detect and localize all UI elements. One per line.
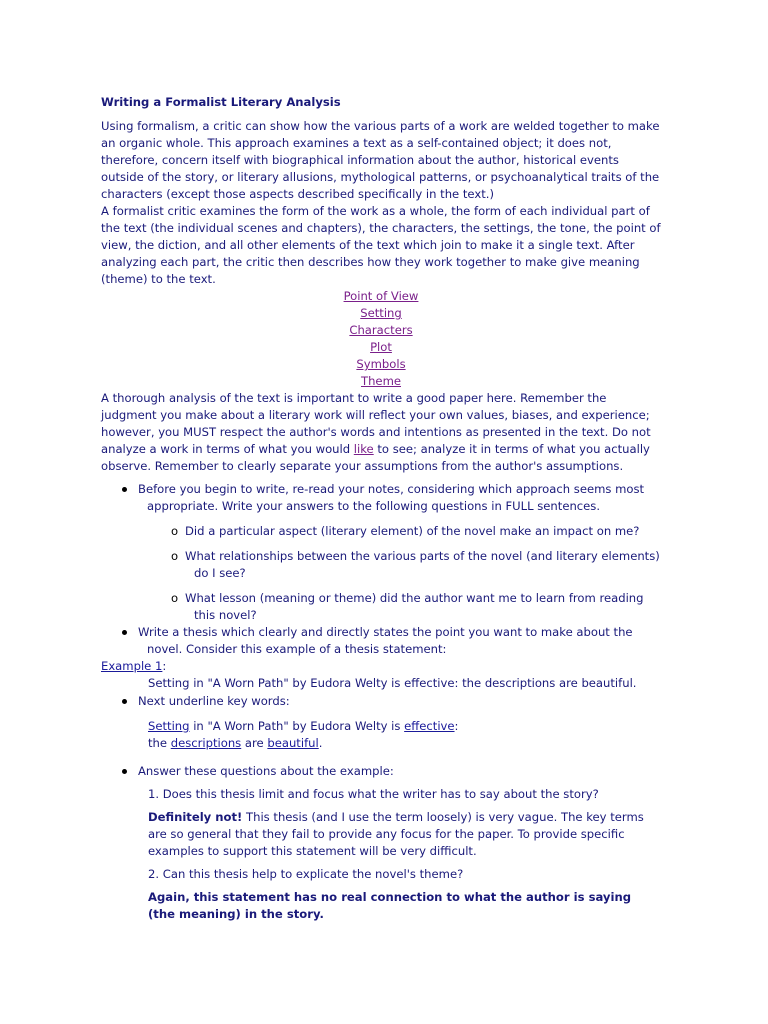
link-effective-keyword[interactable]: effective	[404, 719, 455, 733]
link-characters[interactable]: Characters	[349, 323, 413, 337]
link-symbols[interactable]: Symbols	[356, 357, 406, 371]
circle-bullet-icon: o	[171, 549, 179, 563]
link-point-of-view[interactable]: Point of View	[343, 289, 419, 303]
intro-paragraph: Using formalism, a critic can show how the various parts of a work are welded together to make an organic whole. This approach examines a text as a self-contained object; it does not, therefore, concern itself with biographical information about the author, historical events outside of the story, or literary allusions, mythological patterns, or psychoanalytical traits of the characters (except those aspects described specifically in the text.)	[101, 119, 660, 201]
link-like[interactable]: like	[353, 442, 374, 456]
instruction-list	[101, 481, 661, 658]
bullet-icon	[122, 699, 127, 704]
answer-2: Again, this statement has no real connection to what the author is saying (the meaning) in the story.	[148, 890, 632, 921]
question-2: 2. Can this thesis help to explicate the novel's theme?	[148, 867, 464, 881]
instruction-list-2	[101, 693, 661, 710]
bullet-icon	[122, 487, 127, 492]
document-content	[101, 94, 661, 923]
question-1: 1. Does this thesis limit and focus what the writer has to say about the story?	[148, 787, 599, 801]
link-example-1[interactable]: Example 1	[101, 659, 163, 673]
list-item: o What relationships between the various parts of the novel (and literary elements) do I see?	[171, 549, 660, 580]
analysis-paragraph: A thorough analysis of the text is important to write a good paper here. Remember the judgment you make about a literary work will reflect your own values, biases, and experience; however, you MUST respect the author's words and intentions as presented in the text. Do not analyze a work in terms of what you would like to see; analyze it in terms of what you actually observe. Remember to clearly separate your assumptions from the author's assumptions.	[101, 391, 651, 473]
example-heading: Example 1:	[101, 659, 167, 673]
list-item: o Did a particular aspect (literary element) of the novel make an impact on me?	[171, 524, 640, 538]
list-item: Before you begin to write, re-read your notes, considering which approach seems most appropriate. Write your answers to the following questions in FULL sentences. o Did a particular aspect (literary element) of the novel make an impact on me? o What relationships between the various parts of the novel (and literary elements) do I see? o What lesson (meaning or theme) did the author want me to learn from reading this novel?	[101, 481, 661, 624]
circle-bullet-icon: o	[171, 524, 179, 538]
document-title: Writing a Formalist Literary Analysis	[101, 95, 341, 109]
formalist-paragraph: A formalist critic examines the form of the work as a whole, the form of each individual part of the text (the individual scenes and chapters), the characters, the settings, the tone, the point of view, the diction, and all other elements of the text which join to make it a single text. After analyzing each part, the critic then describes how they work together to make give meaning (theme) to the text.	[101, 204, 661, 286]
link-plot[interactable]: Plot	[370, 340, 392, 354]
link-setting-keyword[interactable]: Setting	[148, 719, 190, 733]
link-beautiful-keyword[interactable]: beautiful	[267, 736, 319, 750]
element-links	[101, 288, 661, 390]
list-item: o What lesson (meaning or theme) did the author want me to learn from reading this novel?	[171, 591, 644, 622]
bullet-icon	[122, 630, 127, 635]
answer-1: Definitely not! This thesis (and I use the term loosely) is very vague. The key terms are so general that they fail to provide any focus for the paper. To provide specific examples to support this statement will be very difficult.	[148, 810, 644, 858]
question-list	[101, 523, 661, 624]
example-thesis: Setting in "A Worn Path" by Eudora Welty is effective: the descriptions are beautiful.	[148, 676, 637, 690]
link-descriptions-keyword[interactable]: descriptions	[170, 736, 242, 750]
bullet-icon	[122, 769, 127, 774]
list-item: Write a thesis which clearly and directly states the point you want to make about the novel. Consider this example of a thesis statement:	[101, 624, 661, 658]
list-item: Answer these questions about the example:	[101, 763, 661, 780]
instruction-list-3	[101, 763, 661, 780]
link-setting[interactable]: Setting	[360, 306, 402, 320]
link-theme[interactable]: Theme	[361, 374, 401, 388]
list-item: Next underline key words:	[101, 693, 661, 710]
circle-bullet-icon: o	[171, 591, 179, 605]
underlined-thesis: Setting in "A Worn Path" by Eudora Welty is effective: the descriptions are beautiful.	[148, 719, 459, 750]
